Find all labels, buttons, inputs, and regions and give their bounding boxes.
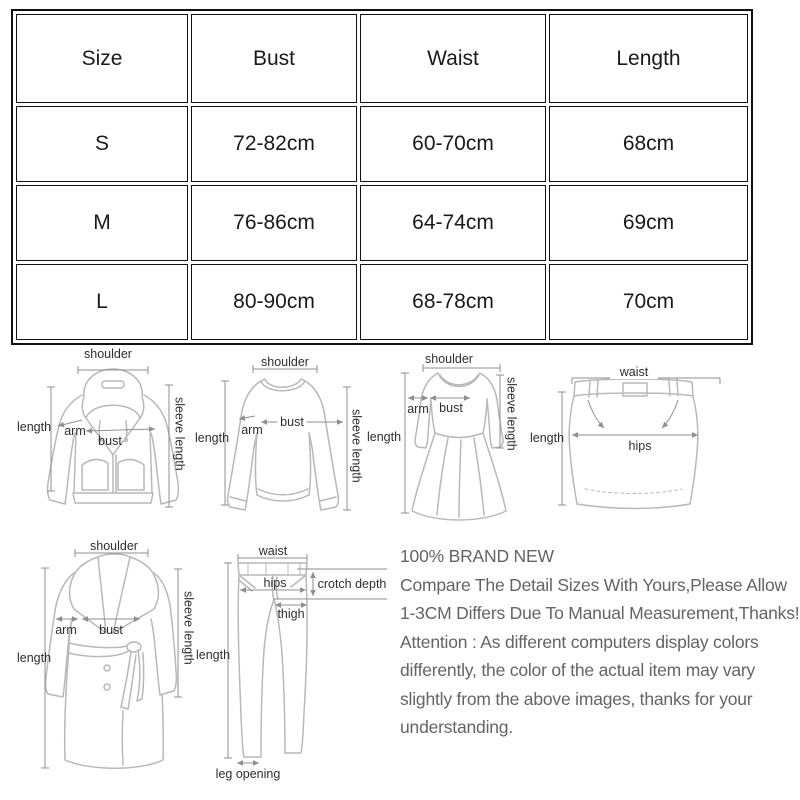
pants-figure [196,535,396,793]
skirt-length-label: length [530,431,565,445]
coat-length-label: length [16,651,52,665]
sweater-figure [195,345,370,517]
coat-bust-label: bust [99,623,123,637]
pants-outline [238,563,307,757]
skirt-hips-label: hips [628,439,652,453]
notice-line: slightly from the above images, thanks for your [400,688,753,709]
cell-bust: 76-86cm [191,185,357,261]
coat-shoulder-label: shoulder [90,539,138,553]
size-table [11,9,753,345]
hoodie-length-label: length [16,420,52,434]
cell-bust: 80-90cm [191,264,357,340]
notice-line: understanding. [400,717,513,737]
header-bust: Bust [191,14,357,103]
sweater-outline [228,379,339,510]
dress-bust-label: bust [439,401,463,415]
notice-text-block [400,542,800,742]
table-row-m [16,185,748,261]
pants-diagram [196,535,396,793]
dress-figure [366,345,528,525]
sweater-sleeve-length-label: sleeve length [349,409,364,483]
dress-sleeve-length-label: sleeve length [504,377,519,451]
notice-line-brand-new: 100% BRAND NEW [400,546,554,566]
coat-figure [10,535,215,785]
cell-size: M [16,185,188,261]
hoodie-shoulder-label: shoulder [84,347,132,361]
table-row-s [16,106,748,182]
hoodie-sleeve-length-label: sleeve length [172,397,187,471]
coat-outline [46,554,177,768]
pants-crotch-depth-label: crotch depth [317,577,387,591]
cell-length: 69cm [549,185,748,261]
pants-thigh-label: thigh [277,607,305,621]
cell-waist: 60-70cm [360,106,546,182]
dress-length-label: length [366,430,402,444]
hoodie-arm-label: arm [64,424,86,438]
dress-shoulder-label: shoulder [425,352,473,366]
hoodie-bust-label: bust [98,434,122,448]
sweater-shoulder-label: shoulder [261,355,309,369]
sweater-length-label: length [195,431,230,445]
hoodie-figure [10,345,205,517]
table-row-l [16,264,748,340]
cell-size: S [16,106,188,182]
cell-waist: 64-74cm [360,185,546,261]
sweater-bust-label: bust [280,415,304,429]
header-length: Length [549,14,748,103]
dress-arm-label: arm [407,402,429,416]
header-size: Size [16,14,188,103]
pants-hips-label: hips [263,576,287,590]
coat-sleeve-length-label: sleeve length [181,591,196,665]
dress-outline [412,373,506,520]
cell-bust: 72-82cm [191,106,357,182]
notice-line: 1-3CM Differs Due To Manual Measurement,Thanks! [400,603,800,623]
cell-length: 70cm [549,264,748,340]
pants-length-label: length [196,648,231,662]
pants-waist-label: waist [258,544,288,558]
notice-line: differently, the color of the actual item may vary [400,660,756,680]
coat-arm-label: arm [55,623,77,637]
cell-size: L [16,264,188,340]
cell-length: 68cm [549,106,748,182]
skirt-figure [530,352,725,515]
notice-line: Compare The Detail Sizes With Yours,Please Allow [400,574,787,595]
header-waist: Waist [360,14,546,103]
notice-line: Attention : As different computers display colors [400,631,759,652]
skirt-waist-label: waist [610,365,658,379]
sweater-arm-label: arm [241,423,263,437]
size-table-header-row [16,14,748,103]
pants-leg-opening-label: leg opening [215,767,281,781]
cell-waist: 68-78cm [360,264,546,340]
